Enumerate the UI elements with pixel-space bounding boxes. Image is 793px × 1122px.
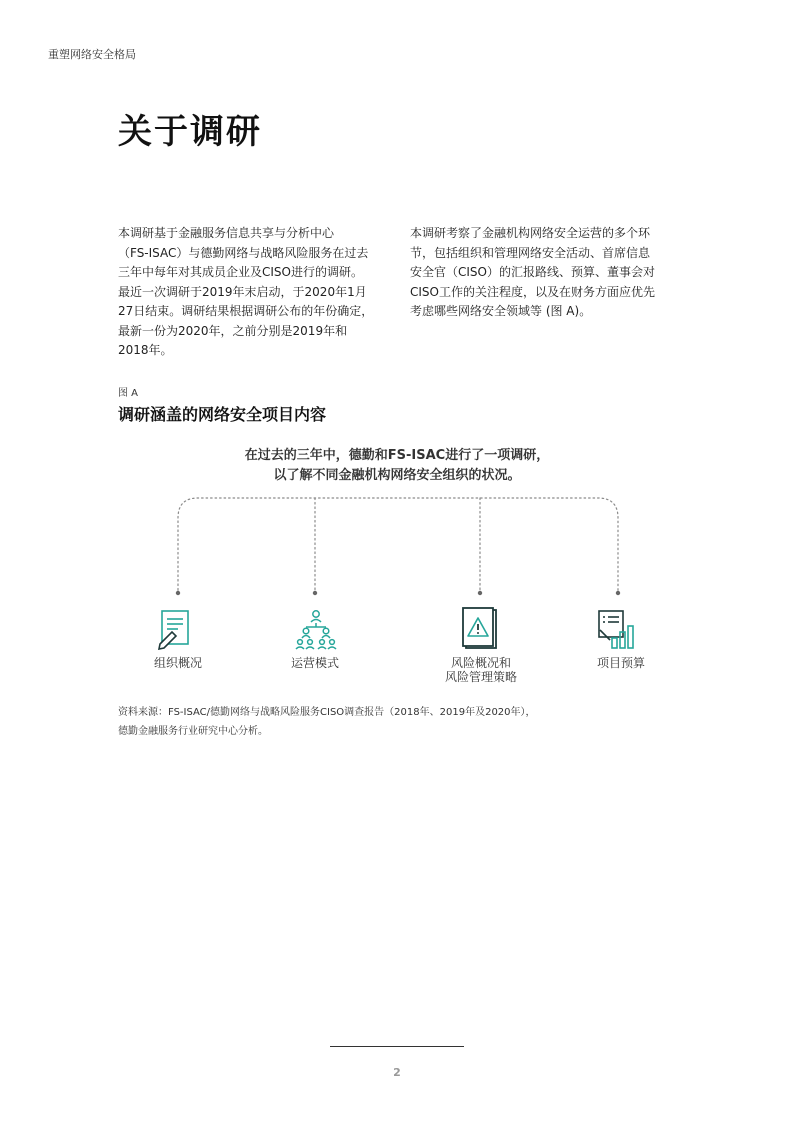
connector-dot [176,591,180,595]
running-head: 重塑网络安全格局 [48,48,136,61]
connector-dot [313,591,317,595]
org-hierarchy-icon [294,608,338,652]
item-label-org-overview: 组织概况 [153,656,202,670]
intro-right-line: CISO工作的关注程度，以及在财务方面应优先 [410,284,655,299]
intro-right-line: 安全官（CISO）的汇报路线、预算、董事会对 [410,265,655,279]
page-title: 关于调研 [118,112,262,152]
intro-right-line: 考虑哪些网络安全领域等 (图 A)。 [410,304,592,318]
intro-right-line: 节，包括组织和管理网络安全活动、首席信息 [410,245,651,260]
intro-left-line: 三年中每年对其成员企业及CISO进行的调研。 [118,265,363,279]
figure-title: 调研涵盖的网络安全项目内容 [118,405,327,424]
item-label-operating-model: 运营模式 [290,656,339,670]
item-label-project-budget: 项目预算 [596,656,645,670]
item-label-risk-profile: 风险概况和 风险管理策略 [444,656,517,684]
source-note: 资料来源：FS-ISAC/德勤网络与战略风险服务CISO调查报告（2018年、2019年及2020年）， [118,707,536,718]
budget-chart-icon [596,608,640,650]
document-pencil-icon [156,608,198,650]
warning-binder-icon [460,606,502,652]
connector-dot [478,591,482,595]
intro-left-line: 最新一份为2020年，之前分别是2019年和 [118,323,348,338]
page-number: 2 [393,1066,401,1079]
intro-left-line: 本调研基于金融服务信息共享与分析中心 [118,226,335,240]
intro-right-line: 本调研考察了金融机构网络安全运营的多个环 [410,226,651,240]
connector-dot [616,591,620,595]
connector-bracket-line [178,498,618,590]
intro-left-line: （FS-ISAC）与德勤网络与战略风险服务在过去 [118,245,369,260]
intro-left-line: 2018年。 [118,343,173,357]
figure-intro-line: 在过去的三年中，德勤和FS-ISAC进行了一项调研， [244,448,550,463]
figure-label: 图 A [118,388,139,399]
source-note: 德勤金融服务行业研究中心分析。 [118,726,268,737]
footer-rule [330,1046,464,1047]
intro-left-line: 27日结束。调研结果根据调研公布的年份确定， [118,304,374,318]
figure-intro-line: 以了解不同金融机构网络安全组织的状况。 [273,468,521,483]
intro-left-line: 最近一次调研于2019年末启动，于2020年1月 [118,284,367,299]
